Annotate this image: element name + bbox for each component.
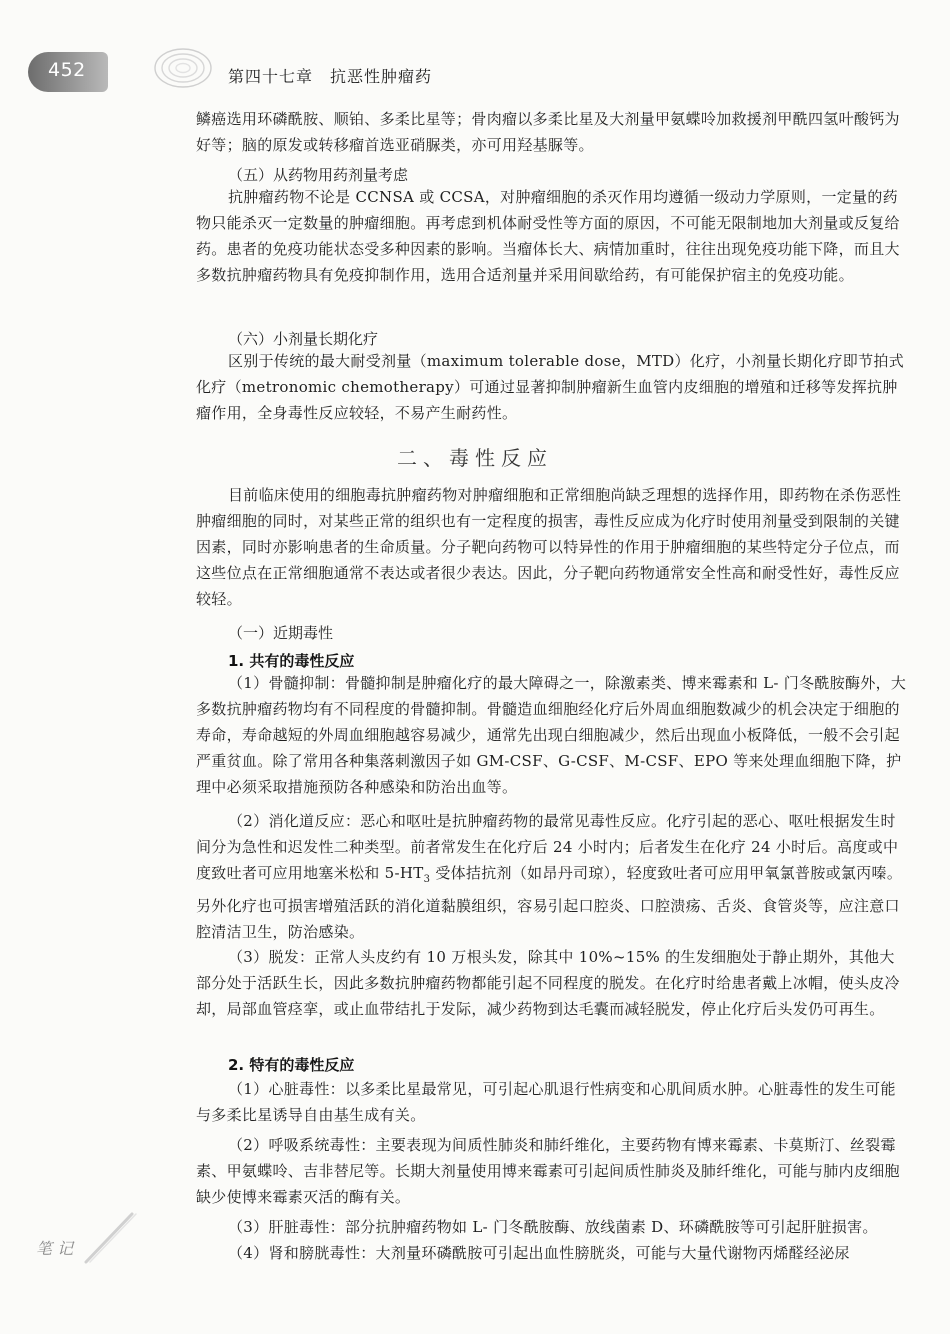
paragraph-cardiac: （1）心脏毒性：以多柔比星最常见，可引起心肌退行性病变和心肌间质水肿。心脏毒性的发生可能与多柔比星诱导自由基生成有关。: [196, 1080, 896, 1124]
paragraph-kidney: （4）肾和膀胱毒性：大剂量环磷酰胺可引起出血性膀胱炎，可能与大量代谢物丙烯醛经泌尿: [228, 1244, 850, 1262]
heading-dose: （五）从药物用药剂量考虑: [228, 166, 409, 184]
notes-label: 笔 记: [36, 1239, 74, 1258]
paragraph-toxicity: 目前临床使用的细胞毒抗肿瘤药物对肿瘤细胞和正常细胞尚缺乏理想的选择作用，即药物在杀伤恶性肿瘤细胞的同时，对某些正常的组织也有一定程度的损害，毒性反应成为化疗时使用剂量受到限制的关键因素，同时亦影响患者的生命质量。分子靶向药物可以特异性的作用于肿瘤细胞的某些特定分子位点，而这些位点在正常细胞通常不表达或者很少表达。因此，分子靶向药物通常安全性高和耐受性好，毒性反应较轻。: [196, 486, 902, 608]
heading-short-term: （一）近期毒性: [228, 624, 334, 642]
heading-metronomic: （六）小剂量长期化疗: [228, 330, 379, 348]
paragraph-gi: [196, 808, 908, 945]
gi-text-part-1: （2）消化道反应：恶心和呕吐是抗肿瘤药物的最常见毒性反应。化疗引起的恶心、呕吐根据发生时间分为急性和迟发性二种类型。前者常发生在化疗后 24 小时内；后者发生在化疗 24 小时后。高度或中度致吐者可应用地塞米松和 5-HT: [196, 812, 899, 882]
gi-subscript: 3: [423, 874, 431, 885]
section-title: 二、毒性反应: [397, 446, 553, 470]
page-number: 452: [48, 59, 86, 81]
paragraph-metronomic: 区别于传统的最大耐受剂量（maximum tolerable dose，MTD）化疗，小剂量长期化疗即节拍式化疗（metronomic chemotherapy）可通过显著抑制肿瘤新生血管内皮细胞的增殖和迁移等发挥抗肿瘤作用，全身毒性反应较轻，不易产生耐药性。: [196, 352, 904, 422]
paragraph-respiratory: （2）呼吸系统毒性：主要表现为间质性肺炎和肺纤维化，主要药物有博来霉素、卡莫斯汀、丝裂霉素、甲氨蝶呤、吉非替尼等。长期大剂量使用博来霉素可引起间质性肺炎及肺纤维化，可能与肺内皮细胞缺少使博来霉素灭活的酶有关。: [196, 1136, 900, 1206]
chapter-swirl-icon: [150, 40, 220, 92]
pencil-icon: [80, 1208, 140, 1268]
paragraph-dose: 抗肿瘤药物不论是 CCNSA 或 CCSA，对肿瘤细胞的杀灭作用均遵循一级动力学原则，一定量的药物只能杀灭一定数量的肿瘤细胞。再考虑到机体耐受性等方面的原因，不可能无限制地加大剂量或反复给药。患者的免疫功能状态受多种因素的影响。当瘤体长大、病情加重时，往往出现免疫功能下降，而且大多数抗肿瘤药物具有免疫抑制作用，选用合适剂量并采用间歇给药，有可能保护宿主的免疫功能。: [196, 188, 900, 284]
chapter-title: 第四十七章 抗恶性肿瘤药: [228, 67, 433, 86]
paragraph-liver: （3）肝脏毒性：部分抗肿瘤药物如 L- 门冬酰胺酶、放线菌素 D、环磷酰胺等可引起肝脏损害。: [228, 1218, 878, 1236]
paragraph-intro: 鳞癌选用环磷酰胺、顺铂、多柔比星等；骨肉瘤以多柔比星及大剂量甲氨蝶呤加救援剂甲酰四氢叶酸钙为好等；脑的原发或转移瘤首选亚硝脲类，亦可用羟基脲等。: [196, 110, 900, 154]
paragraph-alopecia: （3）脱发：正常人头皮约有 10 万根头发，除其中 10%~15% 的生发细胞处于静止期外，其他大部分处于活跃生长，因此多数抗肿瘤药物都能引起不同程度的脱发。在化疗时给患者戴上冰帽，使头皮冷却，局部血管痉挛，或止血带结扎于发际，减少药物到达毛囊而减轻脱发，停止化疗后头发仍可再生。: [196, 948, 900, 1018]
heading-specific-toxicity: 2. 特有的毒性反应: [228, 1056, 355, 1074]
gi-text-part-2: 受体拮抗剂（如昂丹司琼），轻度致吐者可应用甲氧氯普胺或氯丙嗪。另外化疗也可损害增殖活跃的消化道黏膜组织，容易引起口腔炎、口腔溃疡、舌炎、食管炎等，应注意口腔清洁卫生，防治感染。: [196, 864, 903, 941]
paragraph-bone-marrow: （1）骨髓抑制：骨髓抑制是肿瘤化疗的最大障碍之一，除激素类、博来霉素和 L- 门冬酰胺酶外，大多数抗肿瘤药物均有不同程度的骨髓抑制。骨髓造血细胞经化疗后外周血细胞数减少的机会决定于细胞的寿命，寿命越短的外周血细胞越容易减少，通常先出现白细胞减少，然后出现血小板降低，一般不会引起严重贫血。除了常用各种集落刺激因子如 GM-CSF、G-CSF、M-CSF、EPO 等来处理血细胞下降，护理中必须采取措施预防各种感染和防治出血等。: [196, 674, 907, 796]
heading-common-toxicity: 1. 共有的毒性反应: [228, 652, 355, 670]
